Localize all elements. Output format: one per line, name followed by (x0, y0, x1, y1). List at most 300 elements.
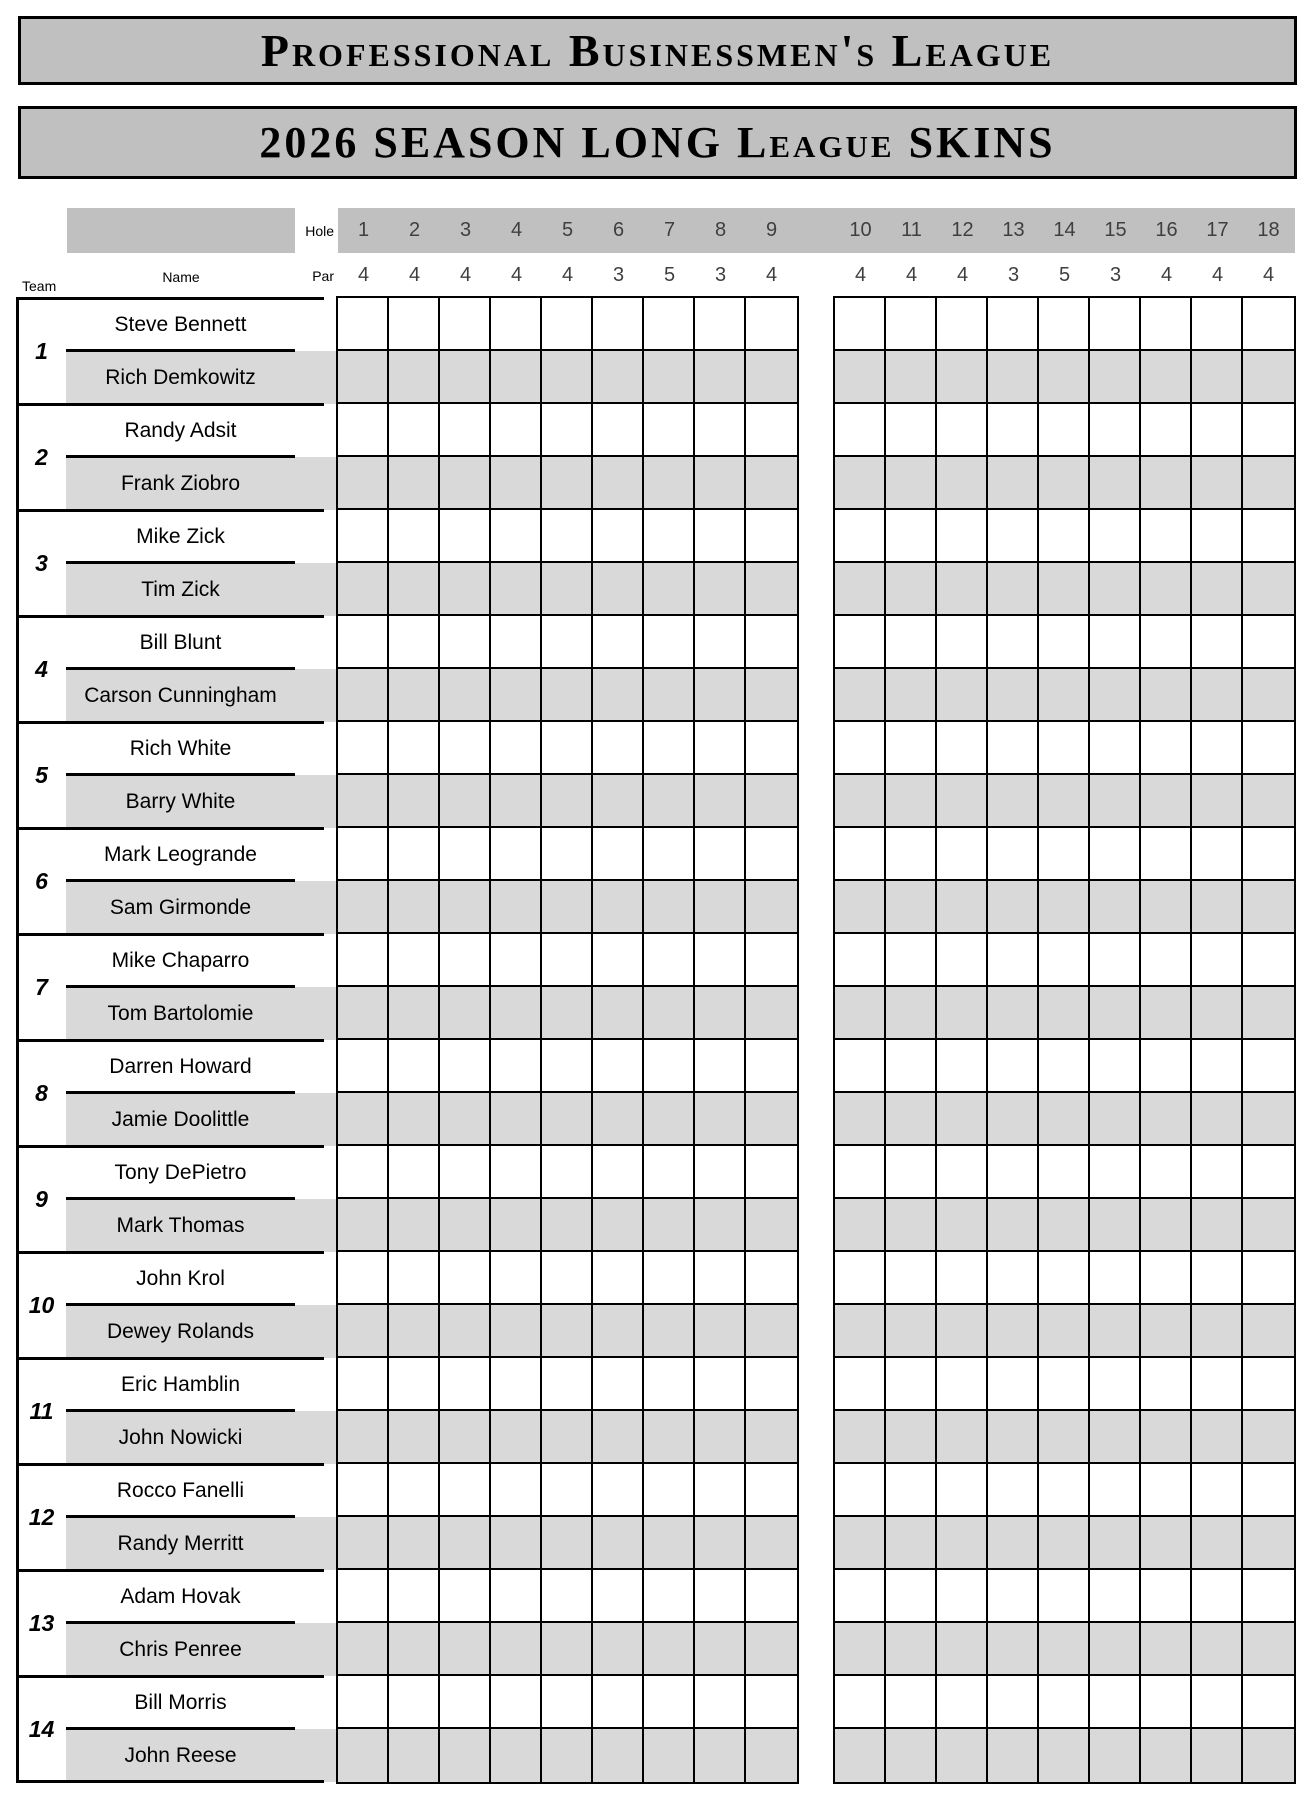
score-cell[interactable] (746, 1623, 797, 1676)
score-cell[interactable] (1090, 1570, 1141, 1623)
score-cell[interactable] (1192, 828, 1243, 881)
score-cell[interactable] (1141, 563, 1192, 616)
score-cell[interactable] (886, 775, 937, 828)
score-cell[interactable] (491, 1199, 542, 1252)
score-cell[interactable] (937, 881, 988, 934)
score-cell[interactable] (1141, 1199, 1192, 1252)
score-cell[interactable] (338, 1729, 389, 1782)
score-cell[interactable] (835, 1570, 886, 1623)
score-cell[interactable] (338, 828, 389, 881)
score-cell[interactable] (695, 1729, 746, 1782)
score-cell[interactable] (746, 1411, 797, 1464)
score-cell[interactable] (937, 1570, 988, 1623)
score-cell[interactable] (491, 1623, 542, 1676)
score-cell[interactable] (542, 881, 593, 934)
score-cell[interactable] (1090, 510, 1141, 563)
score-cell[interactable] (593, 1252, 644, 1305)
score-cell[interactable] (1141, 457, 1192, 510)
score-cell[interactable] (1039, 1358, 1090, 1411)
score-cell[interactable] (746, 510, 797, 563)
score-cell[interactable] (644, 1040, 695, 1093)
score-cell[interactable] (440, 563, 491, 616)
score-cell[interactable] (988, 1464, 1039, 1517)
score-cell[interactable] (1243, 1464, 1294, 1517)
score-cell[interactable] (1090, 298, 1141, 351)
score-cell[interactable] (937, 1411, 988, 1464)
score-cell[interactable] (389, 881, 440, 934)
score-cell[interactable] (1141, 1729, 1192, 1782)
score-cell[interactable] (542, 510, 593, 563)
score-cell[interactable] (389, 1570, 440, 1623)
score-cell[interactable] (937, 1199, 988, 1252)
score-cell[interactable] (1039, 1252, 1090, 1305)
score-cell[interactable] (1090, 881, 1141, 934)
score-cell[interactable] (1192, 1040, 1243, 1093)
score-cell[interactable] (937, 1517, 988, 1570)
score-cell[interactable] (695, 1570, 746, 1623)
score-cell[interactable] (937, 1305, 988, 1358)
score-cell[interactable] (886, 1358, 937, 1411)
score-cell[interactable] (644, 457, 695, 510)
score-cell[interactable] (695, 669, 746, 722)
score-cell[interactable] (937, 404, 988, 457)
score-cell[interactable] (1141, 934, 1192, 987)
score-cell[interactable] (695, 1146, 746, 1199)
score-cell[interactable] (1243, 775, 1294, 828)
score-cell[interactable] (1090, 775, 1141, 828)
score-cell[interactable] (1243, 881, 1294, 934)
score-cell[interactable] (440, 669, 491, 722)
score-cell[interactable] (542, 1517, 593, 1570)
score-cell[interactable] (1090, 987, 1141, 1040)
score-cell[interactable] (542, 1729, 593, 1782)
score-cell[interactable] (440, 1252, 491, 1305)
score-cell[interactable] (746, 1093, 797, 1146)
score-cell[interactable] (1039, 1676, 1090, 1729)
score-cell[interactable] (491, 1358, 542, 1411)
score-cell[interactable] (440, 1411, 491, 1464)
score-cell[interactable] (886, 1676, 937, 1729)
score-cell[interactable] (542, 987, 593, 1040)
score-cell[interactable] (937, 1729, 988, 1782)
score-cell[interactable] (389, 934, 440, 987)
score-cell[interactable] (835, 722, 886, 775)
score-cell[interactable] (644, 722, 695, 775)
score-cell[interactable] (835, 775, 886, 828)
score-cell[interactable] (491, 1040, 542, 1093)
score-cell[interactable] (491, 1146, 542, 1199)
score-cell[interactable] (746, 775, 797, 828)
score-cell[interactable] (1039, 1199, 1090, 1252)
score-cell[interactable] (1243, 1570, 1294, 1623)
score-cell[interactable] (1192, 616, 1243, 669)
score-cell[interactable] (338, 1358, 389, 1411)
score-cell[interactable] (593, 987, 644, 1040)
score-cell[interactable] (542, 1411, 593, 1464)
score-cell[interactable] (440, 1199, 491, 1252)
score-cell[interactable] (593, 1199, 644, 1252)
score-cell[interactable] (389, 1252, 440, 1305)
score-cell[interactable] (389, 669, 440, 722)
score-cell[interactable] (593, 563, 644, 616)
score-cell[interactable] (593, 1729, 644, 1782)
score-cell[interactable] (1039, 510, 1090, 563)
score-cell[interactable] (593, 1305, 644, 1358)
score-cell[interactable] (1090, 1517, 1141, 1570)
score-cell[interactable] (1141, 1252, 1192, 1305)
score-cell[interactable] (440, 1517, 491, 1570)
score-cell[interactable] (886, 1517, 937, 1570)
score-cell[interactable] (1141, 722, 1192, 775)
score-cell[interactable] (389, 351, 440, 404)
score-cell[interactable] (937, 828, 988, 881)
score-cell[interactable] (886, 298, 937, 351)
score-cell[interactable] (491, 1676, 542, 1729)
score-cell[interactable] (988, 457, 1039, 510)
score-cell[interactable] (542, 616, 593, 669)
score-cell[interactable] (1141, 1093, 1192, 1146)
score-cell[interactable] (644, 1358, 695, 1411)
score-cell[interactable] (644, 775, 695, 828)
score-cell[interactable] (886, 669, 937, 722)
score-cell[interactable] (491, 563, 542, 616)
score-cell[interactable] (937, 1040, 988, 1093)
score-cell[interactable] (1192, 351, 1243, 404)
score-cell[interactable] (1039, 298, 1090, 351)
score-cell[interactable] (440, 1305, 491, 1358)
score-cell[interactable] (491, 298, 542, 351)
score-cell[interactable] (338, 1305, 389, 1358)
score-cell[interactable] (886, 828, 937, 881)
score-cell[interactable] (1141, 1411, 1192, 1464)
score-cell[interactable] (988, 1570, 1039, 1623)
score-cell[interactable] (695, 722, 746, 775)
score-cell[interactable] (440, 775, 491, 828)
score-cell[interactable] (1039, 669, 1090, 722)
score-cell[interactable] (1039, 987, 1090, 1040)
score-cell[interactable] (886, 1464, 937, 1517)
score-cell[interactable] (695, 881, 746, 934)
score-cell[interactable] (1192, 1199, 1243, 1252)
score-cell[interactable] (746, 1305, 797, 1358)
score-cell[interactable] (1141, 1358, 1192, 1411)
score-cell[interactable] (695, 510, 746, 563)
score-cell[interactable] (1039, 1729, 1090, 1782)
score-cell[interactable] (835, 1464, 886, 1517)
score-cell[interactable] (1192, 1623, 1243, 1676)
score-cell[interactable] (338, 1040, 389, 1093)
score-cell[interactable] (338, 510, 389, 563)
score-cell[interactable] (338, 563, 389, 616)
score-cell[interactable] (1090, 1729, 1141, 1782)
score-cell[interactable] (542, 298, 593, 351)
score-cell[interactable] (886, 881, 937, 934)
score-cell[interactable] (1090, 1305, 1141, 1358)
score-cell[interactable] (644, 404, 695, 457)
score-cell[interactable] (988, 1729, 1039, 1782)
score-cell[interactable] (542, 828, 593, 881)
score-cell[interactable] (389, 1517, 440, 1570)
score-cell[interactable] (593, 1358, 644, 1411)
score-cell[interactable] (1141, 404, 1192, 457)
score-cell[interactable] (1090, 404, 1141, 457)
score-cell[interactable] (389, 1676, 440, 1729)
score-cell[interactable] (1090, 351, 1141, 404)
score-cell[interactable] (1141, 351, 1192, 404)
score-cell[interactable] (491, 1252, 542, 1305)
score-cell[interactable] (1141, 1305, 1192, 1358)
score-cell[interactable] (746, 722, 797, 775)
score-cell[interactable] (695, 828, 746, 881)
score-cell[interactable] (937, 669, 988, 722)
score-cell[interactable] (440, 722, 491, 775)
score-cell[interactable] (1039, 351, 1090, 404)
score-cell[interactable] (937, 1464, 988, 1517)
score-cell[interactable] (937, 616, 988, 669)
score-cell[interactable] (695, 934, 746, 987)
score-cell[interactable] (491, 457, 542, 510)
score-cell[interactable] (1243, 1040, 1294, 1093)
score-cell[interactable] (937, 1676, 988, 1729)
score-cell[interactable] (389, 722, 440, 775)
score-cell[interactable] (542, 563, 593, 616)
score-cell[interactable] (593, 1623, 644, 1676)
score-cell[interactable] (746, 987, 797, 1040)
score-cell[interactable] (1192, 987, 1243, 1040)
score-cell[interactable] (1192, 881, 1243, 934)
score-cell[interactable] (988, 775, 1039, 828)
score-cell[interactable] (491, 1464, 542, 1517)
score-cell[interactable] (1090, 722, 1141, 775)
score-cell[interactable] (886, 1623, 937, 1676)
score-cell[interactable] (988, 351, 1039, 404)
score-cell[interactable] (1243, 1411, 1294, 1464)
score-cell[interactable] (593, 1411, 644, 1464)
score-cell[interactable] (542, 1464, 593, 1517)
score-cell[interactable] (1243, 1729, 1294, 1782)
score-cell[interactable] (1243, 1252, 1294, 1305)
score-cell[interactable] (1090, 1676, 1141, 1729)
score-cell[interactable] (440, 351, 491, 404)
score-cell[interactable] (1192, 457, 1243, 510)
score-cell[interactable] (988, 563, 1039, 616)
score-cell[interactable] (338, 1252, 389, 1305)
score-cell[interactable] (338, 1517, 389, 1570)
score-cell[interactable] (338, 881, 389, 934)
score-cell[interactable] (746, 457, 797, 510)
score-cell[interactable] (491, 934, 542, 987)
score-cell[interactable] (835, 1411, 886, 1464)
score-cell[interactable] (542, 1623, 593, 1676)
score-cell[interactable] (338, 1570, 389, 1623)
score-cell[interactable] (746, 1252, 797, 1305)
score-cell[interactable] (542, 1146, 593, 1199)
score-cell[interactable] (593, 1570, 644, 1623)
score-cell[interactable] (1039, 1411, 1090, 1464)
score-cell[interactable] (644, 616, 695, 669)
score-cell[interactable] (491, 351, 542, 404)
score-cell[interactable] (1090, 1411, 1141, 1464)
score-cell[interactable] (1243, 1146, 1294, 1199)
score-cell[interactable] (988, 1676, 1039, 1729)
score-cell[interactable] (1243, 457, 1294, 510)
score-cell[interactable] (1039, 722, 1090, 775)
score-cell[interactable] (746, 1676, 797, 1729)
score-cell[interactable] (338, 1676, 389, 1729)
score-cell[interactable] (1090, 616, 1141, 669)
score-cell[interactable] (695, 987, 746, 1040)
score-cell[interactable] (886, 1146, 937, 1199)
score-cell[interactable] (835, 1623, 886, 1676)
score-cell[interactable] (1090, 563, 1141, 616)
score-cell[interactable] (1243, 1676, 1294, 1729)
score-cell[interactable] (835, 1252, 886, 1305)
score-cell[interactable] (1090, 1040, 1141, 1093)
score-cell[interactable] (1039, 457, 1090, 510)
score-cell[interactable] (542, 404, 593, 457)
score-cell[interactable] (440, 987, 491, 1040)
score-cell[interactable] (1039, 563, 1090, 616)
score-cell[interactable] (644, 1199, 695, 1252)
score-cell[interactable] (835, 1729, 886, 1782)
score-cell[interactable] (1243, 351, 1294, 404)
score-cell[interactable] (695, 1252, 746, 1305)
score-cell[interactable] (440, 1464, 491, 1517)
score-cell[interactable] (1192, 669, 1243, 722)
score-cell[interactable] (695, 563, 746, 616)
score-cell[interactable] (338, 404, 389, 457)
score-cell[interactable] (389, 775, 440, 828)
score-cell[interactable] (542, 351, 593, 404)
score-cell[interactable] (1141, 616, 1192, 669)
score-cell[interactable] (389, 1623, 440, 1676)
score-cell[interactable] (644, 1464, 695, 1517)
score-cell[interactable] (644, 1146, 695, 1199)
score-cell[interactable] (937, 457, 988, 510)
score-cell[interactable] (1090, 1623, 1141, 1676)
score-cell[interactable] (389, 1464, 440, 1517)
score-cell[interactable] (1243, 563, 1294, 616)
score-cell[interactable] (338, 987, 389, 1040)
score-cell[interactable] (440, 1093, 491, 1146)
score-cell[interactable] (389, 510, 440, 563)
score-cell[interactable] (593, 404, 644, 457)
score-cell[interactable] (440, 1358, 491, 1411)
score-cell[interactable] (644, 1676, 695, 1729)
score-cell[interactable] (835, 1517, 886, 1570)
score-cell[interactable] (746, 1729, 797, 1782)
score-cell[interactable] (937, 1252, 988, 1305)
score-cell[interactable] (440, 510, 491, 563)
score-cell[interactable] (746, 351, 797, 404)
score-cell[interactable] (988, 722, 1039, 775)
score-cell[interactable] (338, 298, 389, 351)
score-cell[interactable] (542, 722, 593, 775)
score-cell[interactable] (695, 1040, 746, 1093)
score-cell[interactable] (1243, 934, 1294, 987)
score-cell[interactable] (491, 1729, 542, 1782)
score-cell[interactable] (338, 1199, 389, 1252)
score-cell[interactable] (593, 1676, 644, 1729)
score-cell[interactable] (389, 404, 440, 457)
score-cell[interactable] (593, 1040, 644, 1093)
score-cell[interactable] (886, 563, 937, 616)
score-cell[interactable] (1192, 1146, 1243, 1199)
score-cell[interactable] (593, 669, 644, 722)
score-cell[interactable] (389, 1358, 440, 1411)
score-cell[interactable] (644, 669, 695, 722)
score-cell[interactable] (1090, 934, 1141, 987)
score-cell[interactable] (1243, 1093, 1294, 1146)
score-cell[interactable] (886, 934, 937, 987)
score-cell[interactable] (835, 1358, 886, 1411)
score-cell[interactable] (593, 351, 644, 404)
score-cell[interactable] (886, 1570, 937, 1623)
score-cell[interactable] (1141, 987, 1192, 1040)
score-cell[interactable] (1039, 881, 1090, 934)
score-cell[interactable] (1090, 1093, 1141, 1146)
score-cell[interactable] (491, 775, 542, 828)
score-cell[interactable] (746, 1040, 797, 1093)
score-cell[interactable] (886, 722, 937, 775)
score-cell[interactable] (389, 1199, 440, 1252)
score-cell[interactable] (886, 1093, 937, 1146)
score-cell[interactable] (1192, 1729, 1243, 1782)
score-cell[interactable] (338, 722, 389, 775)
score-cell[interactable] (835, 1040, 886, 1093)
score-cell[interactable] (542, 775, 593, 828)
score-cell[interactable] (695, 1623, 746, 1676)
score-cell[interactable] (746, 669, 797, 722)
score-cell[interactable] (440, 828, 491, 881)
score-cell[interactable] (338, 616, 389, 669)
score-cell[interactable] (542, 934, 593, 987)
score-cell[interactable] (1192, 722, 1243, 775)
score-cell[interactable] (338, 1093, 389, 1146)
score-cell[interactable] (338, 1146, 389, 1199)
score-cell[interactable] (1192, 298, 1243, 351)
score-cell[interactable] (1243, 1199, 1294, 1252)
score-cell[interactable] (835, 1093, 886, 1146)
score-cell[interactable] (644, 1093, 695, 1146)
score-cell[interactable] (338, 457, 389, 510)
score-cell[interactable] (491, 1570, 542, 1623)
score-cell[interactable] (988, 987, 1039, 1040)
score-cell[interactable] (593, 510, 644, 563)
score-cell[interactable] (1243, 616, 1294, 669)
score-cell[interactable] (1192, 1358, 1243, 1411)
score-cell[interactable] (389, 563, 440, 616)
score-cell[interactable] (746, 828, 797, 881)
score-cell[interactable] (338, 934, 389, 987)
score-cell[interactable] (542, 1040, 593, 1093)
score-cell[interactable] (1192, 1093, 1243, 1146)
score-cell[interactable] (695, 616, 746, 669)
score-cell[interactable] (491, 616, 542, 669)
score-cell[interactable] (937, 351, 988, 404)
score-cell[interactable] (886, 510, 937, 563)
score-cell[interactable] (491, 1093, 542, 1146)
score-cell[interactable] (644, 563, 695, 616)
score-cell[interactable] (1039, 404, 1090, 457)
score-cell[interactable] (988, 1040, 1039, 1093)
score-cell[interactable] (988, 1411, 1039, 1464)
score-cell[interactable] (1141, 881, 1192, 934)
score-cell[interactable] (1039, 1517, 1090, 1570)
score-cell[interactable] (389, 1093, 440, 1146)
score-cell[interactable] (1192, 1676, 1243, 1729)
score-cell[interactable] (886, 616, 937, 669)
